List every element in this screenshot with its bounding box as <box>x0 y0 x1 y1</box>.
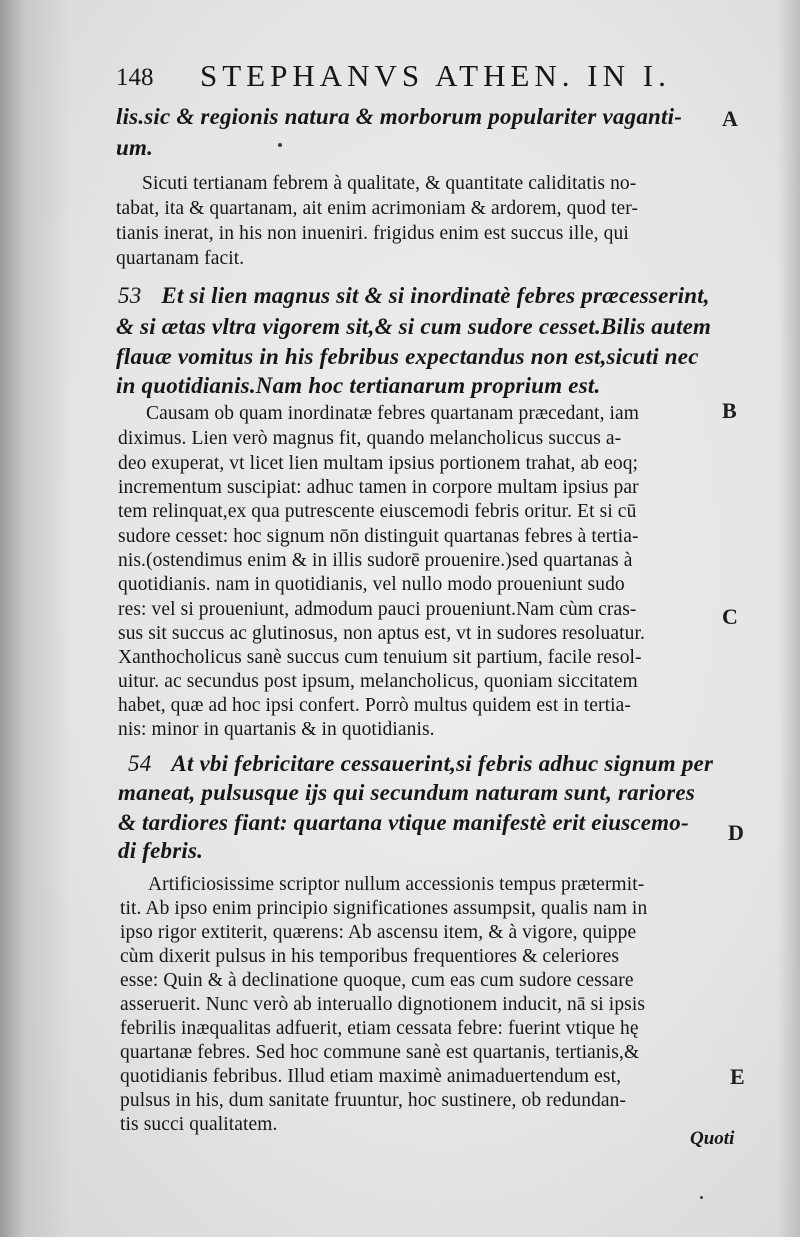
ink-speck <box>278 143 282 147</box>
text-line: nis: minor in quartanis & in quotidianis. <box>118 719 435 740</box>
text-line: tianis inerat, in his non inueniri. frigidus enim est succus ille, qui <box>116 223 629 244</box>
page-number: 148 <box>116 64 154 91</box>
aphorism-number: 53 <box>118 283 142 308</box>
page-header <box>116 58 696 98</box>
ink-speck <box>700 1196 703 1199</box>
text-line: ipso rigor extiterit, quærens: Ab ascensu item, & à vigore, quippe <box>120 922 637 943</box>
text-line: quotidianis febribus. Illud etiam maximè animaduertendum est, <box>120 1066 622 1087</box>
text-line <box>118 283 710 309</box>
text-line: habet, quæ ad hoc ipsi confert. Porrò multus quidem est in tertia- <box>118 695 631 716</box>
text-line: di febris. <box>118 838 204 863</box>
aphorism-text: At vbi febricitare cessauerint,si febris adhuc signum per <box>171 751 714 776</box>
aphorism-number: 54 <box>128 751 152 776</box>
text-line: Xanthocholicus sanè succus cum tenuium sit partium, facile resol- <box>118 647 642 668</box>
text-line: sudore cesset: hoc signum nōn distinguit quartanas febres à tertia- <box>118 526 639 547</box>
text-line: Sicuti tertianam febrem à qualitate, & quantitate caliditatis no- <box>142 173 637 194</box>
text-line: diximus. Lien verò magnus fit, quando melancholicus succus a- <box>118 428 622 449</box>
text-line: Artificiosissime scriptor nullum accessionis tempus prætermit- <box>148 874 645 895</box>
text-line <box>128 751 713 777</box>
text-line: quartanam facit. <box>116 248 245 269</box>
text-line: tis succi qualitatem. <box>120 1114 278 1135</box>
running-head: STEPHANVS ATHEN. IN I. <box>200 58 671 93</box>
text-line: incrementum suscipiat: adhuc tamen in corpore multam ipsius par <box>118 477 639 498</box>
text-line: tem relinquat,ex qua putrescente eiuscemodi febris oritur. Et si cū <box>118 501 637 522</box>
catchword: Quoti <box>690 1128 735 1149</box>
text-line: febrilis inæqualitas adfuerit, etiam cessata febre: fuerint vtique hę <box>120 1018 639 1039</box>
text-line: cùm dixerit pulsus in his temporibus frequentiores & celeriores <box>120 946 620 967</box>
text-line: lis.sic & regionis natura & morborum populariter vaganti- <box>116 104 683 129</box>
text-line: quartanæ febres. Sed hoc commune sanè est quartanis, tertianis,& <box>120 1042 640 1063</box>
text-line: tit. Ab ipso enim principio significationes assumpsit, qualis nam in <box>120 898 648 919</box>
margin-letter-c: C <box>722 604 738 629</box>
aphorism-text: Et si lien magnus sit & si inordinatè febres præcesserint, <box>161 283 710 308</box>
text-line: quotidianis. nam in quotidianis, vel nullo modo proueniunt sudo <box>118 574 625 595</box>
text-line: maneat, pulsusque ijs qui secundum naturam sunt, rariores <box>118 780 695 805</box>
text-line: asseruerit. Nunc verò ab interuallo dignotionem inducit, nā si ipsis <box>120 994 646 1015</box>
text-line: Causam ob quam inordinatæ febres quartanam præcedant, iam <box>146 403 640 424</box>
text-line: deo exuperat, vt licet lien multam ipsius portionem trahat, ab eoq; <box>118 453 639 474</box>
text-line: & tardiores fiant: quartana vtique manifestè erit eiuscemo- <box>118 810 689 835</box>
text-line: in quotidianis.Nam hoc tertianarum proprium est. <box>116 373 601 398</box>
margin-letter-d: D <box>728 820 744 845</box>
text-line: tabat, ita & quartanam, ait enim acrimoniam & ardorem, quod ter- <box>116 198 639 219</box>
page-edge-shadow <box>778 0 800 1237</box>
margin-letter-b: B <box>722 398 737 423</box>
text-line: pulsus in his, dum sanitate fruuntur, hoc sustinere, ob redundan- <box>120 1090 627 1111</box>
text-line: uitur. ac secundus post ipsum, melancholicus, quoniam siccitatem <box>118 671 638 692</box>
text-line: nis.(ostendimus enim & in illis sudorē prouenire.)sed quartanas à <box>118 550 633 571</box>
margin-letter-a: A <box>722 106 738 131</box>
text-line: & si ætas vltra vigorem sit,& si cum sudore cesset.Bilis autem <box>116 314 712 339</box>
text-line: sus sit succus ac glutinosus, non aptus est, vt in sudores resoluatur. <box>118 623 645 644</box>
text-line: esse: Quin & à declinatione quoque, cum eas cum sudore cessare <box>120 970 634 991</box>
text-line: flauæ vomitus in his febribus expectandus non est,sicuti nec <box>116 344 699 369</box>
text-line: res: vel si proueniunt, admodum pauci proueniunt.Nam cùm cras- <box>118 599 637 620</box>
gutter-shadow <box>0 0 70 1237</box>
margin-letter-e: E <box>730 1064 745 1089</box>
text-line: um. <box>116 135 154 160</box>
